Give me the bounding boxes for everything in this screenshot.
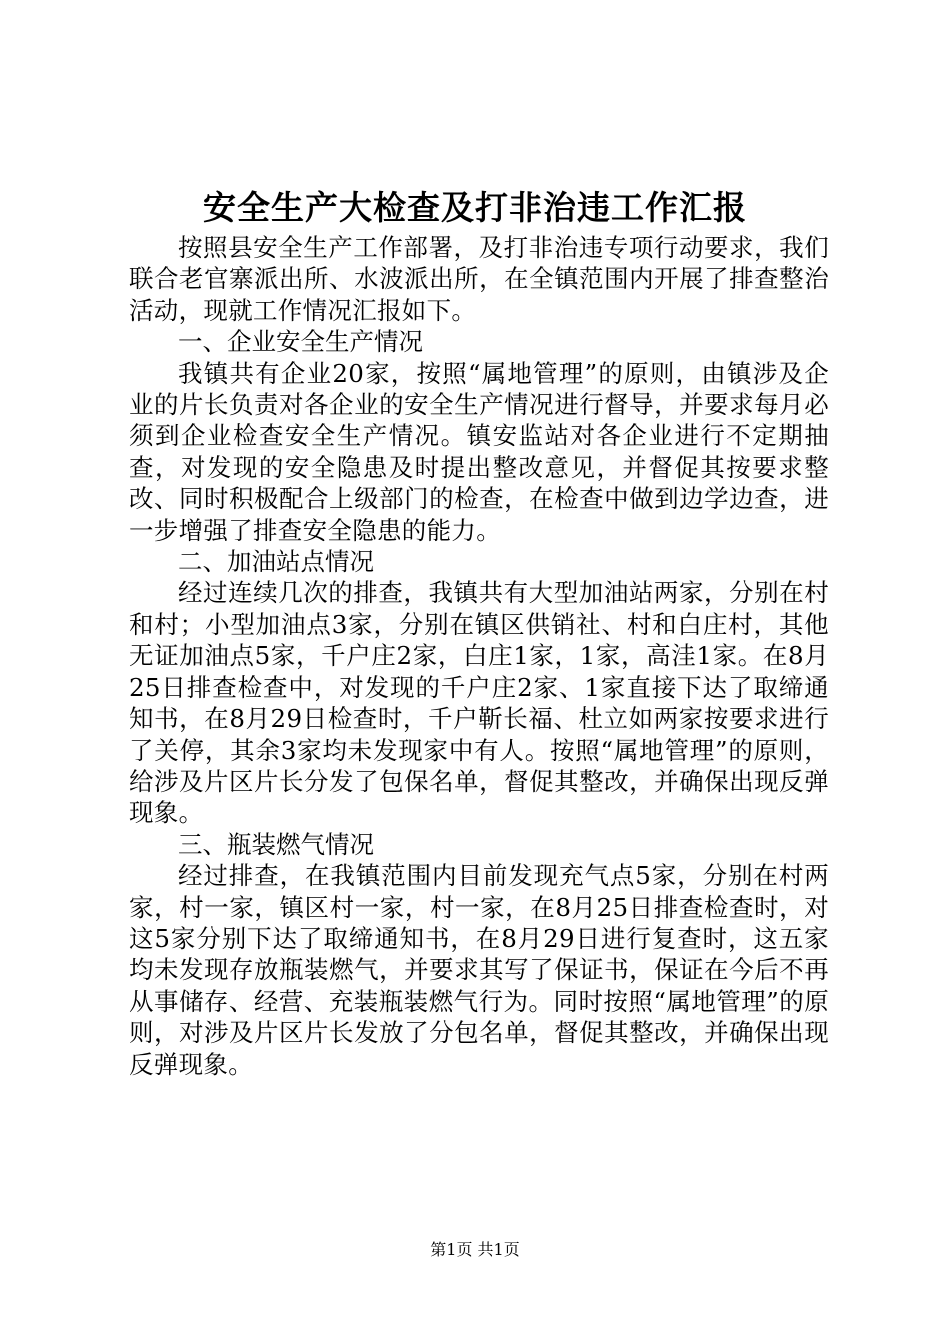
section-body-gas-stations: 经过连续几次的排查，我镇共有大型加油站两家，分别在村和村；小型加油点3家，分别在镇区供销社、村和白庄村，其他无证加油点5家，千户庄2家，白庄1家，1家，高洼1家。在8月25日排查检查中，对发现的千户庄2家、1家直接下达了取缔通知书，在8月29日检查时，千户靳长福、杜立如两家按要求进行了关停，其余3家均未发现家中有人。按照“属地管理”的原则，给涉及片区片长分发了包保名单，督促其整改，并确保出现反弹现象。 <box>129 578 829 828</box>
document-title: 安全生产大检查及打非治违工作汇报 <box>203 188 747 227</box>
document-body <box>129 232 829 1080</box>
intro-paragraph: 按照县安全生产工作部署，及打非治违专项行动要求，我们联合老官寨派出所、水波派出所，在全镇范围内开展了排查整治活动，现就工作情况汇报如下。 <box>129 233 829 325</box>
section-heading-enterprise: 一、企业安全生产情况 <box>178 327 423 357</box>
page-number-footer: 第1页 共1页 <box>430 1240 520 1259</box>
section-heading-gas-stations: 二、加油站点情况 <box>178 547 374 577</box>
section-body-enterprise: 我镇共有企业20家，按照“属地管理”的原则，由镇涉及企业的片长负责对各企业的安全生产情况进行督导，并要求每月必须到企业检查安全生产情况。镇安监站对各企业进行不定期抽查，对发现的安全隐患及时提出整改意见，并督促其按要求整改、同时积极配合上级部门的检查，在检查中做到边学边查，进一步增强了排查安全隐患的能力。 <box>129 358 829 545</box>
section-body-bottled-gas: 经过排查，在我镇范围内目前发现充气点5家，分别在村两家，村一家，镇区村一家，村一家，在8月25日排查检查时，对这5家分别下达了取缔通知书，在8月29日进行复查时，这五家均未发现存放瓶装燃气，并要求其写了保证书，保证在今后不再从事储存、经营、充装瓶装燃气行为。同时按照“属地管理”的原则，对涉及片区片长发放了分包名单，督促其整改，并确保出现反弹现象。 <box>129 861 829 1079</box>
section-heading-bottled-gas: 三、瓶装燃气情况 <box>178 829 374 859</box>
